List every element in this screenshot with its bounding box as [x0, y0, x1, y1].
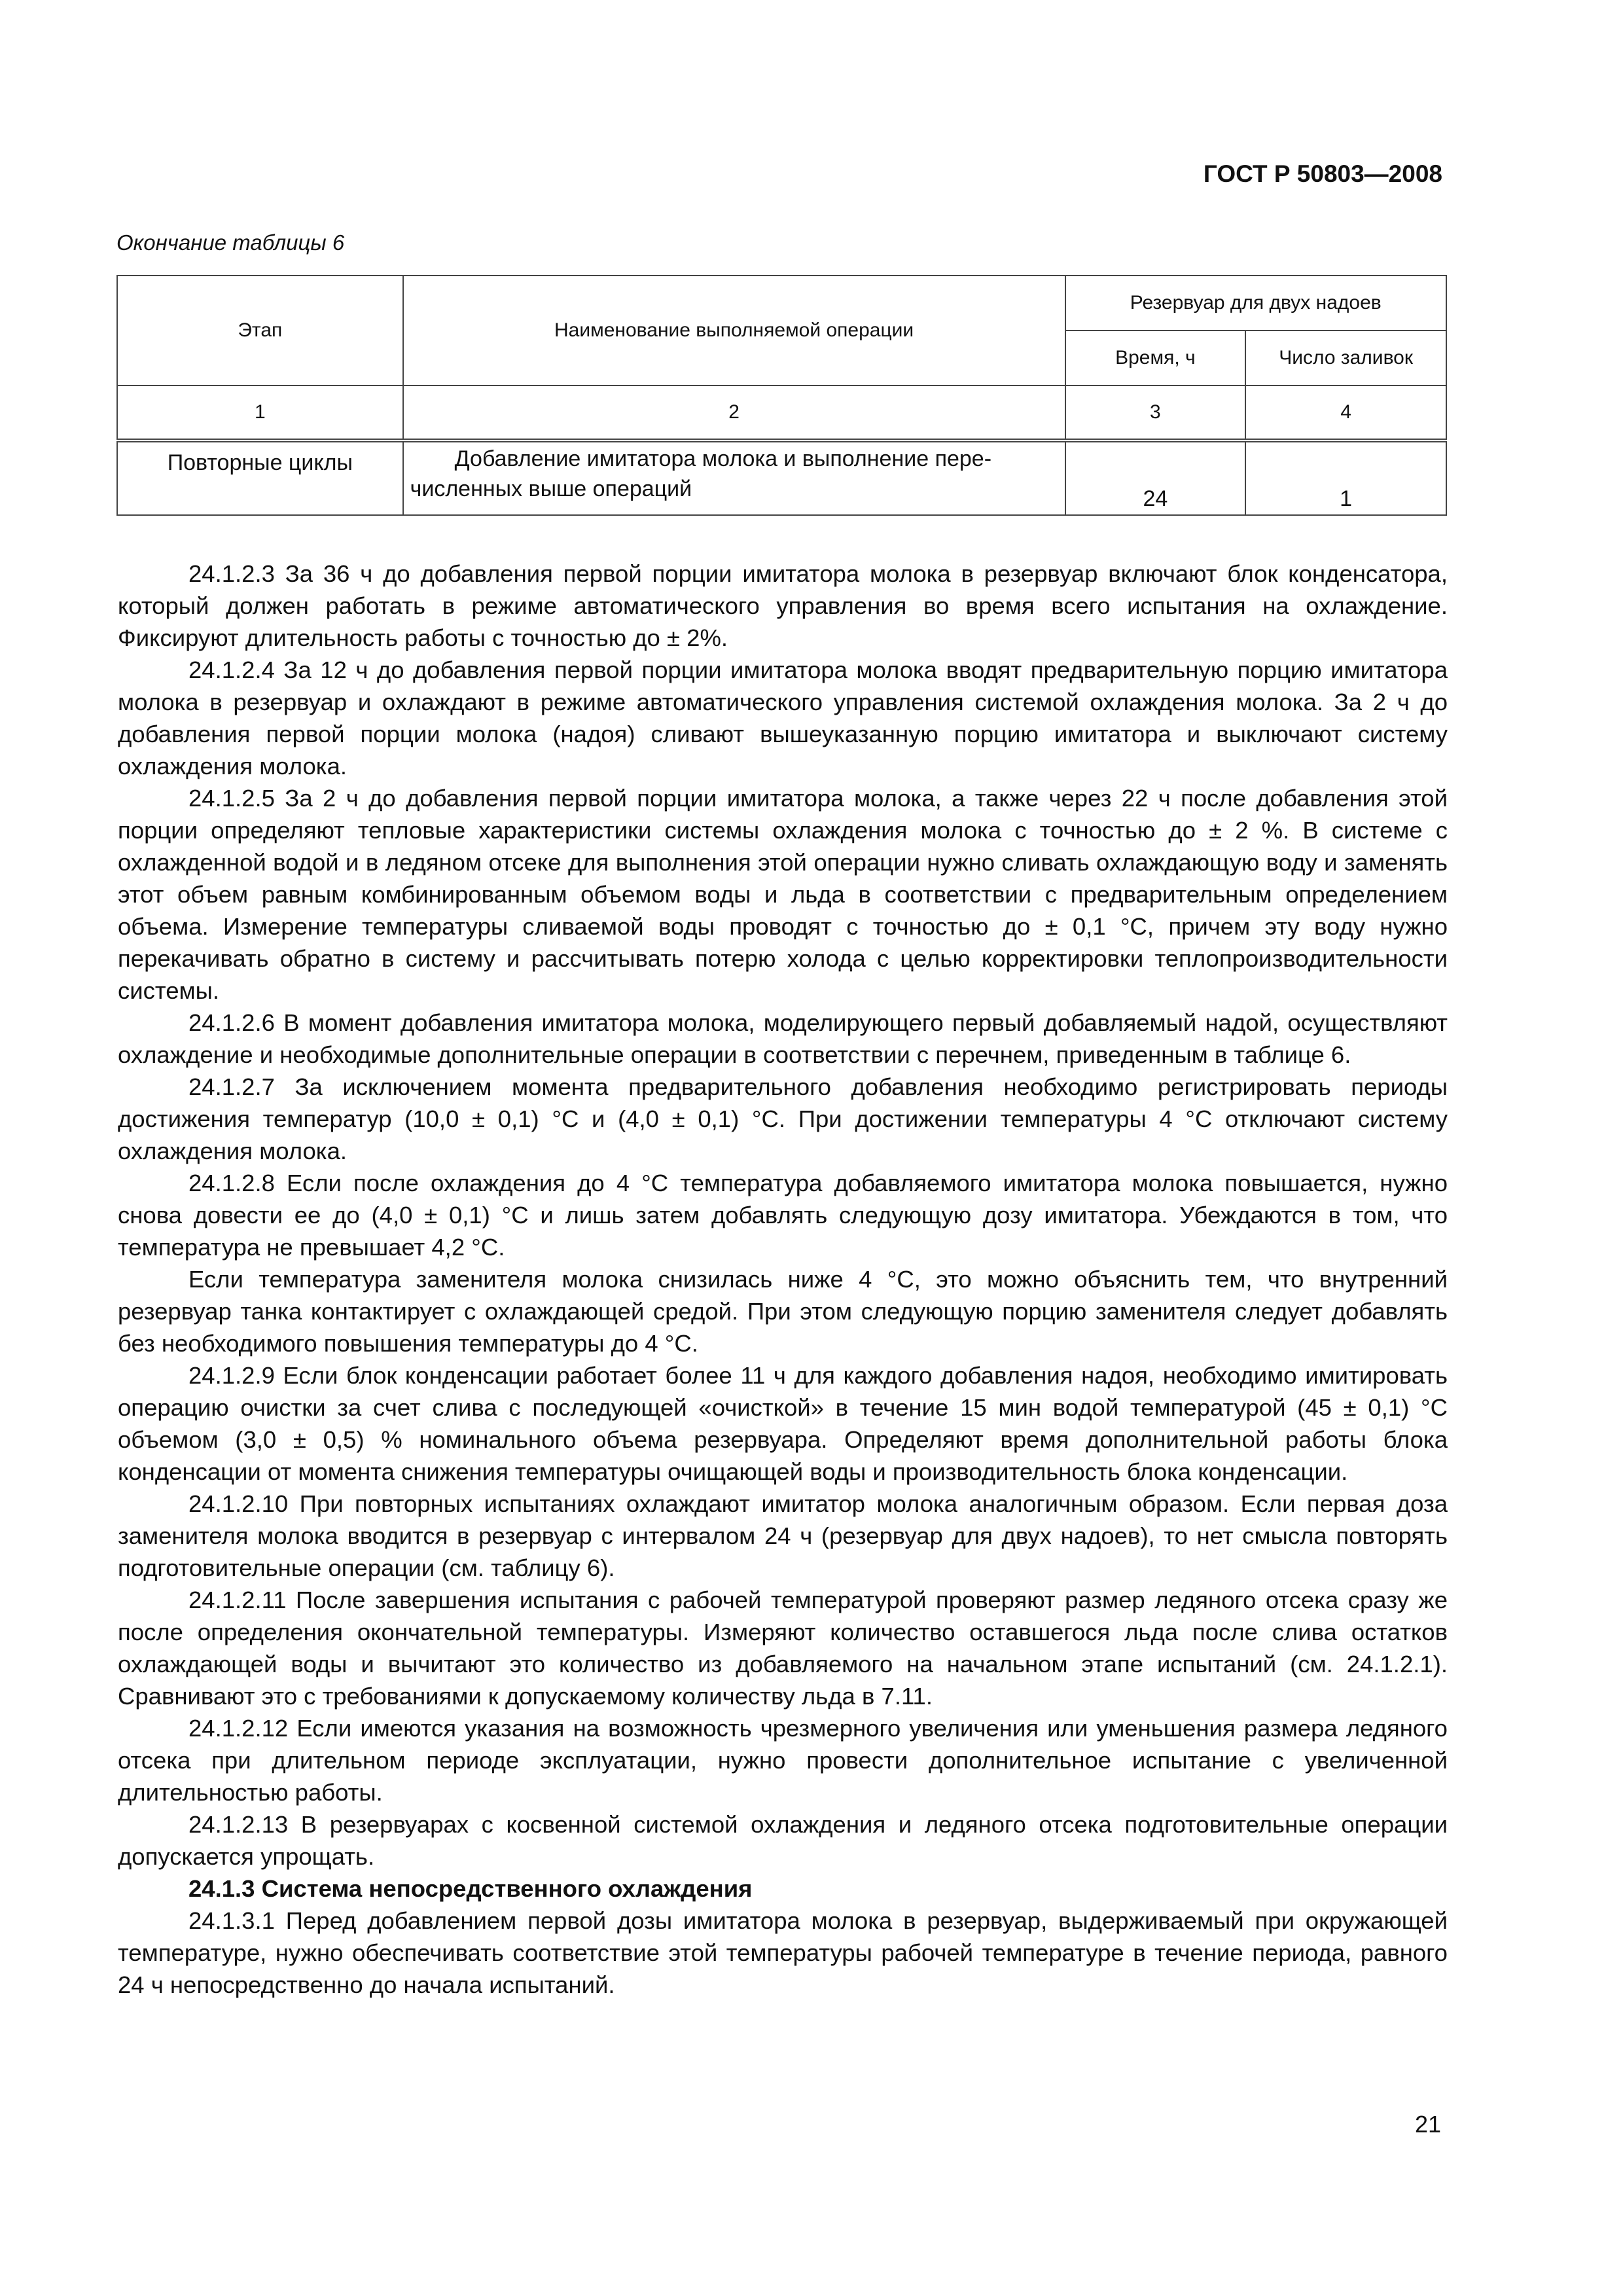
- page-number: 21: [1414, 2111, 1441, 2138]
- paragraph: 24.1.2.4 За 12 ч до добавления первой порции имитатора молока вводят предварительную порцию имитатора молока в резервуар и охлаждают в режиме автоматического управления системой охлаждения молока. За 2 ч до добавления первой порции молока (надоя) сливают вышеуказанную порцию имитатора и выключают систему охлаждения молока.: [118, 656, 1448, 780]
- body-text: [118, 558, 1448, 2001]
- column-number: 3: [1065, 386, 1246, 440]
- paragraph: 24.1.2.6 В момент добавления имитатора молока, моделирующего первый добавляемый надой, осуществляют охлаждение и необходимые дополнительные операции в соответствии с перечнем, приведенным в таблице 6.: [118, 1009, 1448, 1068]
- paragraph: 24.1.2.11 После завершения испытания с рабочей температурой проверяют размер ледяного отсека сразу же после определения окончательной температуры. Измеряют количество оставшегося льда после слива остатков охлаждающей воды и вычитают это количество из добавляемого на начальном этапе испытаний (см. 24.1.2.1). Сравнивают это с требованиями к допускаемому количеству льда в 7.11.: [118, 1587, 1448, 1710]
- paragraph: 24.1.2.9 Если блок конденсации работает более 11 ч для каждого добавления надоя, необходимо имитировать операцию очистки за счет слива с последующей «очисткой» в течение 15 мин водой температурой (45 ± 0,1) °С объемом (3,0 ± 0,5) % номинального объема резервуара. Определяют время дополнительной работы блока конденсации от момента снижения температуры очищающей воды и производительность блока конденсации.: [118, 1362, 1448, 1485]
- header-operation: Наименование выполняемой операции: [403, 276, 1065, 386]
- paragraph: 24.1.3.1 Перед добавлением первой дозы имитатора молока в резервуар, выдерживаемый при окружающей температуре, нужно обеспечивать соответствие этой температуры рабочей температуре в течение периода, равного 24 ч непосредственно до начала испытаний.: [118, 1907, 1448, 1998]
- cell-time: 24: [1065, 440, 1246, 515]
- header-time: Время, ч: [1065, 331, 1246, 386]
- table-6: [116, 275, 1447, 516]
- table-row: [117, 440, 1446, 515]
- cell-operation: [403, 440, 1065, 515]
- header-tank: Резервуар для двух надоев: [1065, 276, 1447, 331]
- paragraph: 24.1.2.12 Если имеются указания на возможность чрезмерного увеличения или уменьшения размера ледяного отсека при длительном периоде эксплуатации, нужно провести дополнительное испытание с увеличенной длительностью работы.: [118, 1715, 1448, 1806]
- paragraph: 24.1.2.5 За 2 ч до добавления первой порции имитатора молока, а также через 22 ч после добавления этой порции определяют тепловые характеристики системы охлаждения молока с точностью до ± 2 %. В системе с охлажденной водой и в ледяном отсеке для выполнения этой операции нужно сливать охлаждающую воду и заменять этот объем равным комбинированным объемом воды и льда в соответствии с предварительным определением объема. Измерение температуры сливаемой воды проводят с точностью до ± 0,1 °С, причем эту воду нужно перекачивать обратно в систему и рассчитывать потерю холода с целью корректировки теплопроизводительности системы.: [118, 785, 1448, 1004]
- paragraph: Если температура заменителя молока снизилась ниже 4 °С, это можно объяснить тем, что внутренний резервуар танка контактирует с охлаждающей средой. При этом следующую порцию заменителя следует добавлять без необходимого повышения температуры до 4 °С.: [118, 1266, 1448, 1357]
- column-number: 2: [403, 386, 1065, 440]
- paragraph: 24.1.2.3 За 36 ч до добавления первой порции имитатора молока в резервуар включают блок конденсатора, который должен работать в режиме автоматического управления во время всего испытания на охлаждение. Фиксируют длительность работы с точностью до ± 2%.: [118, 560, 1448, 651]
- paragraph: 24.1.2.8 Если после охлаждения до 4 °С температура добавляемого имитатора молока повышается, нужно снова довести ее до (4,0 ± 0,1) °С и лишь затем добавлять следующую дозу имитатора. Убеждаются в том, что температура не превышает 4,2 °С.: [118, 1170, 1448, 1261]
- header-fills: Число заливок: [1245, 331, 1446, 386]
- column-number: 1: [117, 386, 403, 440]
- header-stage: Этап: [117, 276, 403, 386]
- paragraph: 24.1.2.7 За исключением момента предварительного добавления необходимо регистрировать периоды достижения температур (10,0 ± 0,1) °С и (4,0 ± 0,1) °С. При достижении температуры 4 °С отключают систему охлаждения молока.: [118, 1073, 1448, 1164]
- cell-fills: 1: [1245, 440, 1446, 515]
- standard-designation: ГОСТ Р 50803—2008: [1203, 160, 1442, 187]
- table-caption: Окончание таблицы 6: [116, 230, 345, 255]
- paragraph: 24.1.2.13 В резервуарах с косвенной системой охлаждения и ледяного отсека подготовительные операции допускается упрощать.: [118, 1811, 1448, 1870]
- paragraph: 24.1.2.10 При повторных испытаниях охлаждают имитатор молока аналогичным образом. Если первая доза заменителя молока вводится в резервуар с интервалом 24 ч (резервуар для двух надоев), то нет смысла повторять подготовительные операции (см. таблицу 6).: [118, 1490, 1448, 1581]
- column-number: 4: [1245, 386, 1446, 440]
- cell-stage: Повторные циклы: [117, 440, 403, 515]
- cell-operation-text: Добавление имитатора молока и выполнение перечисленных выше операций: [410, 446, 992, 501]
- section-heading: 24.1.3 Система непосредственного охлаждения: [188, 1875, 753, 1902]
